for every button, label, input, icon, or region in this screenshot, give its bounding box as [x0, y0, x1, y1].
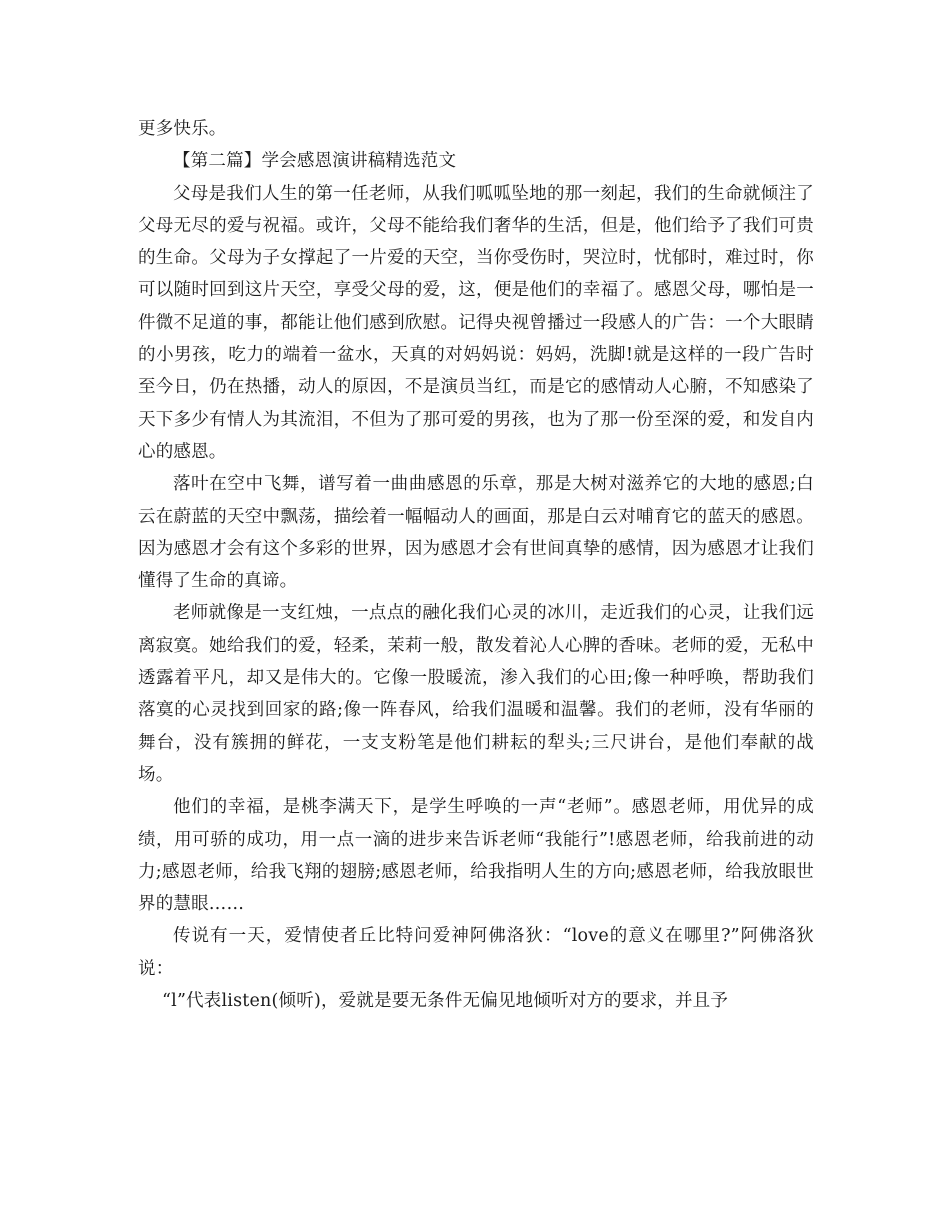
paragraph: 落叶在空中飞舞，谱写着一曲曲感恩的乐章，那是大树对滋养它的大地的感恩;白云在蔚蓝的天空中飘荡，描绘着一幅幅动人的画面，那是白云对哺育它的蓝天的感恩。因为感恩才会有这个多彩的世界，因为感恩才会有世间真挚的感情，因为感恩才让我们懂得了生命的真谛。 [138, 474, 814, 592]
paragraph: 老师就像是一支红烛，一点点的融化我们心灵的冰川，走近我们的心灵，让我们远离寂寞。她给我们的爱，轻柔，茉莉一般，散发着沁人心脾的香味。老师的爱，无私中透露着平凡，却又是伟大的。它像一股暖流，渗入我们的心田;像一种呼唤，帮助我们落寞的心灵找到回家的路;像一阵春风，给我们温暖和温馨。我们的老师，没有华丽的舞台，没有簇拥的鲜花，一支支粉笔是他们耕耘的犁头;三尺讲台，是他们奉献的战场。 [138, 603, 814, 785]
section-heading: 【第二篇】学会感恩演讲稿精选范文 [173, 151, 457, 172]
paragraph: 父母是我们人生的第一任老师，从我们呱呱坠地的那一刻起，我们的生命就倾注了父母无尽的爱与祝福。或许，父母不能给我们奢华的生活，但是，他们给予了我们可贵的生命。父母为子女撑起了一片爱的天空，当你受伤时，哭泣时，忧郁时，难过时，你可以随时回到这片天空，享受父母的爱，这，便是他们的幸福了。感恩父母，哪怕是一件微不足道的事，都能让他们感到欣慰。记得央视曾播过一段感人的广告：一个大眼睛的小男孩，吃力的端着一盆水，天真的对妈妈说：妈妈，洗脚!就是这样的一段广告时至今日，仍在热播，动人的原因，不是演员当红，而是它的感情动人心腑，不知感染了天下多少有情人为其流泪，不但为了那可爱的男孩，也为了那一份至深的爱，和发自内心的感恩。 [138, 183, 814, 462]
document-body [138, 113, 814, 1017]
paragraph-continuation: 更多快乐。 [138, 119, 227, 139]
paragraph: 他们的幸福，是桃李满天下，是学生呼唤的一声“老师”。感恩老师，用优异的成绩，用可骄的成功，用一点一滴的进步来告诉老师“我能行”!感恩老师，给我前进的动力;感恩老师，给我飞翔的翅膀;感恩老师，给我指明人生的方向;感恩老师，给我放眼世界的慧眼…… [138, 797, 814, 915]
paragraph: “l”代表listen(倾听)，爱就是要无条件无偏见地倾听对方的要求，并且予 [162, 991, 729, 1012]
paragraph: 传说有一天，爱情使者丘比特问爱神阿佛洛狄：“love的意义在哪里?”阿佛洛狄说： [138, 926, 814, 979]
